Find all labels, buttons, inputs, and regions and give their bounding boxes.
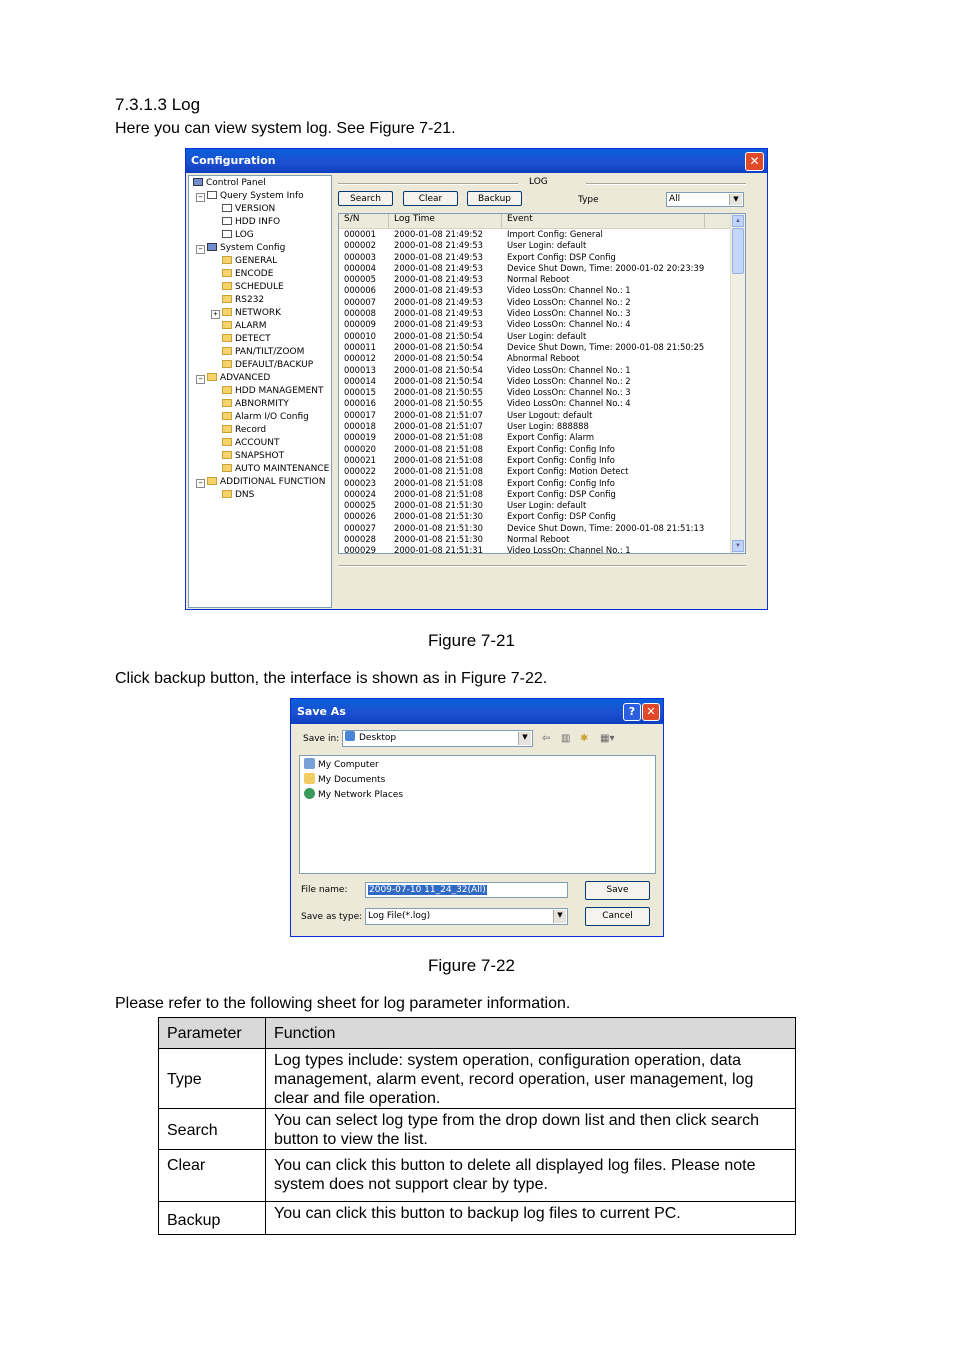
tree-item-label: DEFAULT/BACKUP xyxy=(235,360,314,370)
table-row[interactable] xyxy=(339,511,732,522)
tree-item[interactable] xyxy=(222,216,280,229)
table-header-row xyxy=(159,1018,796,1049)
desktop-icon xyxy=(345,731,355,741)
tree-item-label: LOG xyxy=(235,230,254,240)
log-sn: 000009 xyxy=(344,319,376,330)
tree-item[interactable] xyxy=(222,333,271,346)
table-row[interactable] xyxy=(339,353,732,364)
help-icon[interactable]: ? xyxy=(623,703,641,721)
log-time: 2000-01-08 21:51:08 xyxy=(394,477,483,488)
tree-item[interactable] xyxy=(222,294,264,307)
doc-icon xyxy=(222,204,232,212)
log-sn: 000022 xyxy=(344,466,376,477)
tree-item-label: ACCOUNT xyxy=(235,438,280,448)
tree-item-label: PAN/TILT/ZOOM xyxy=(235,347,305,357)
folder-icon xyxy=(222,295,232,303)
log-sn: 000010 xyxy=(344,330,376,341)
save-in-label: Save in: xyxy=(303,734,340,744)
table-row[interactable] xyxy=(339,285,732,296)
table-row[interactable] xyxy=(339,444,732,455)
log-time: 2000-01-08 21:49:53 xyxy=(394,274,483,285)
table-row[interactable] xyxy=(339,229,732,240)
folder-icon xyxy=(207,373,217,381)
tree-item[interactable] xyxy=(222,398,289,411)
scroll-up-icon[interactable]: ▲ xyxy=(732,215,744,227)
backup-button[interactable]: Backup xyxy=(467,191,522,206)
log-time: 2000-01-08 21:51:30 xyxy=(394,500,483,511)
back-arrow-icon[interactable]: ⇦ xyxy=(542,733,551,744)
log-time: 2000-01-08 21:50:54 xyxy=(394,341,483,352)
pc-icon xyxy=(193,178,203,186)
folder-icon xyxy=(222,256,232,264)
config-tree[interactable] xyxy=(188,175,332,608)
window-title: Configuration xyxy=(191,154,276,167)
tree-item[interactable] xyxy=(222,281,284,294)
scroll-thumb[interactable] xyxy=(732,228,744,274)
folder-icon xyxy=(222,269,232,277)
log-time: 2000-01-08 21:49:53 xyxy=(394,296,483,307)
table-row xyxy=(159,1109,796,1150)
param-name: Type xyxy=(159,1049,266,1109)
log-event: Device Shut Down, Time: 2000-01-08 21:51:13 xyxy=(507,522,705,533)
tree-item[interactable] xyxy=(207,242,285,255)
param-function: You can select log type from the drop down list and then click search button to view the list. xyxy=(266,1109,796,1150)
log-time: 2000-01-08 21:49:53 xyxy=(394,308,483,319)
log-event: Video LossOn: Channel No.: 3 xyxy=(507,308,631,319)
tree-item-label: ABNORMITY xyxy=(235,399,289,409)
pc-icon xyxy=(207,243,217,251)
tree-item[interactable] xyxy=(193,177,266,190)
log-sn: 000004 xyxy=(344,262,376,273)
log-sn: 000020 xyxy=(344,443,376,454)
log-time: 2000-01-08 21:51:08 xyxy=(394,466,483,477)
folder-icon xyxy=(207,477,217,485)
tree-item[interactable] xyxy=(222,463,329,476)
param-name: Clear xyxy=(159,1150,266,1202)
bottom-groove xyxy=(338,565,746,567)
log-event: Video LossOn: Channel No.: 2 xyxy=(507,375,631,386)
folder-icon xyxy=(222,425,232,433)
table-row[interactable] xyxy=(339,263,732,274)
tree-expander-icon[interactable]: + xyxy=(211,310,220,319)
log-time: 2000-01-08 21:51:08 xyxy=(394,488,483,499)
tree-item-label: DNS xyxy=(235,490,255,500)
list-item-label: My Documents xyxy=(318,775,386,785)
log-event: Export Config: Config Info xyxy=(507,454,615,465)
column-log-time[interactable]: Log Time xyxy=(389,214,502,228)
table-row[interactable] xyxy=(339,545,732,554)
tree-item-label: DETECT xyxy=(235,334,271,344)
table-row[interactable] xyxy=(339,342,732,353)
tree-expander-icon[interactable]: − xyxy=(196,193,205,202)
folder-icon xyxy=(222,321,232,329)
list-item[interactable] xyxy=(304,788,403,800)
log-time: 2000-01-08 21:49:53 xyxy=(394,240,483,251)
table-row[interactable] xyxy=(339,387,732,398)
tree-item[interactable] xyxy=(207,372,270,385)
log-event: Export Config: DSP Config xyxy=(507,488,616,499)
configuration-titlebar xyxy=(186,149,767,173)
tree-item-label: ADDITIONAL FUNCTION xyxy=(220,477,326,487)
log-sn: 000013 xyxy=(344,364,376,375)
tree-item[interactable] xyxy=(222,411,309,424)
log-event: Export Config: Config Info xyxy=(507,477,615,488)
folder-icon xyxy=(222,308,232,316)
scroll-down-icon[interactable]: ▼ xyxy=(732,540,744,552)
log-sn: 000028 xyxy=(344,534,376,545)
table-row xyxy=(159,1150,796,1202)
header-parameter: Parameter xyxy=(159,1018,266,1049)
folder-icon xyxy=(222,438,232,446)
log-time: 2000-01-08 21:49:53 xyxy=(394,262,483,273)
tree-item-label: VERSION xyxy=(235,204,276,214)
log-event: Device Shut Down, Time: 2000-01-02 20:23:39 xyxy=(507,262,705,273)
tree-expander-icon[interactable]: − xyxy=(196,375,205,384)
table-row[interactable] xyxy=(339,478,732,489)
tree-item-label: Query System Info xyxy=(220,191,304,201)
log-event: Video LossOn: Channel No.: 1 xyxy=(507,364,631,375)
folder-icon xyxy=(222,360,232,368)
save-as-titlebar xyxy=(291,699,663,724)
log-sn: 000019 xyxy=(344,432,376,443)
log-sn: 000007 xyxy=(344,296,376,307)
log-event: User Logout: default xyxy=(507,409,593,420)
log-sn: 000017 xyxy=(344,409,376,420)
log-event: Device Shut Down, Time: 2000-01-08 21:50:25 xyxy=(507,341,705,352)
tree-item-label: NETWORK xyxy=(235,308,282,318)
log-list-header xyxy=(339,214,732,229)
log-time: 2000-01-08 21:51:08 xyxy=(394,454,483,465)
table-row[interactable] xyxy=(339,398,732,409)
tree-item-label: ADVANCED xyxy=(220,373,271,383)
log-list-rows xyxy=(339,229,732,554)
search-button[interactable]: Search xyxy=(338,191,393,206)
log-time: 2000-01-08 21:51:08 xyxy=(394,432,483,443)
log-label: LOG xyxy=(529,177,548,187)
table-row[interactable] xyxy=(339,252,732,263)
type-select-value: All xyxy=(669,194,681,204)
log-sn: 000003 xyxy=(344,251,376,262)
tree-item-label: GENERAL xyxy=(235,256,278,266)
folder-icon xyxy=(222,490,232,498)
tree-item[interactable] xyxy=(222,450,284,463)
log-event: User Login: 888888 xyxy=(507,421,589,432)
chevron-down-icon[interactable]: ▼ xyxy=(518,732,531,745)
type-select[interactable] xyxy=(666,192,744,207)
log-sn: 000005 xyxy=(344,274,376,285)
log-event: Video LossOn: Channel No.: 1 xyxy=(507,285,631,296)
table-row[interactable] xyxy=(339,421,732,432)
tree-item[interactable] xyxy=(222,359,313,372)
parameter-table xyxy=(158,1017,796,1235)
table-row[interactable] xyxy=(339,365,732,376)
tree-expander-icon[interactable]: − xyxy=(196,479,205,488)
file-name-label: File name: xyxy=(301,885,348,895)
list-item-label: My Computer xyxy=(318,760,379,770)
log-time: 2000-01-08 21:49:52 xyxy=(394,229,483,239)
header-function: Function xyxy=(266,1018,796,1049)
log-sn: 000018 xyxy=(344,421,376,432)
log-event: Import Config: General xyxy=(507,229,603,239)
section-heading: 7.3.1.3 Log xyxy=(115,95,201,114)
tree-item-label: ALARM xyxy=(235,321,267,331)
tree-item[interactable] xyxy=(222,229,254,242)
table-row[interactable] xyxy=(339,466,732,477)
tree-item-label: SCHEDULE xyxy=(235,282,284,292)
table-row[interactable] xyxy=(339,489,732,500)
file-list[interactable] xyxy=(299,755,656,874)
table-row[interactable] xyxy=(339,240,732,251)
table-row[interactable] xyxy=(339,274,732,285)
configuration-window xyxy=(185,148,768,610)
log-sn: 000026 xyxy=(344,511,376,522)
computer-icon xyxy=(304,758,315,769)
type-label: Type xyxy=(578,195,599,205)
file-name-input[interactable] xyxy=(365,882,568,898)
column-event[interactable]: Event xyxy=(502,214,705,228)
table-row[interactable] xyxy=(339,376,732,387)
folder-icon xyxy=(222,412,232,420)
log-groove-right xyxy=(586,183,746,185)
log-event: Normal Reboot xyxy=(507,534,570,545)
tree-item-label: System Config xyxy=(220,243,286,253)
list-item-label: My Network Places xyxy=(318,790,404,800)
table-row[interactable] xyxy=(339,455,732,466)
log-sn: 000015 xyxy=(344,387,376,398)
chevron-down-icon[interactable]: ▼ xyxy=(729,194,742,205)
tree-item[interactable] xyxy=(222,424,266,437)
log-event: User Login: default xyxy=(507,330,587,341)
tree-item-label: AUTO MAINTENANCE xyxy=(235,464,330,474)
log-sn: 000023 xyxy=(344,477,376,488)
table-row xyxy=(159,1049,796,1109)
log-event: Video LossOn: Channel No.: 4 xyxy=(507,319,631,330)
param-function: Log types include: system operation, configuration operation, data management, alarm event, record operation, user management, log clear and file operation. xyxy=(266,1049,796,1109)
tree-item-label: HDD MANAGEMENT xyxy=(235,386,324,396)
save-type-select[interactable] xyxy=(365,908,568,925)
doc-icon xyxy=(222,230,232,238)
table-row[interactable] xyxy=(339,534,732,545)
chevron-down-icon[interactable]: ▼ xyxy=(553,910,566,923)
log-time: 2000-01-08 21:50:55 xyxy=(394,398,483,409)
folder-icon xyxy=(222,282,232,290)
log-sn: 000006 xyxy=(344,285,376,296)
log-time: 2000-01-08 21:50:54 xyxy=(394,375,483,386)
up-folder-icon[interactable]: ▥ xyxy=(561,733,571,744)
new-folder-icon[interactable]: ✱ xyxy=(580,733,589,744)
log-sn: 000011 xyxy=(344,341,376,352)
tree-item-label: SNAPSHOT xyxy=(235,451,285,461)
tree-item-label: RS232 xyxy=(235,295,265,305)
log-panel xyxy=(336,175,766,608)
log-event: Video LossOn: Channel No.: 1 xyxy=(507,545,631,554)
log-event: Video LossOn: Channel No.: 4 xyxy=(507,398,631,409)
save-in-value: Desktop xyxy=(359,733,397,743)
log-list-scrollbar[interactable] xyxy=(730,214,745,553)
param-function: You can click this button to backup log files to current PC. xyxy=(266,1202,796,1235)
section-intro: Here you can view system log. See Figure 7-21. xyxy=(115,120,456,137)
tree-item[interactable] xyxy=(222,437,279,450)
table-row[interactable] xyxy=(339,523,732,534)
save-as-dialog xyxy=(290,698,664,937)
tree-item[interactable] xyxy=(207,190,304,203)
tree-item[interactable] xyxy=(222,346,304,359)
tree-item-label: Alarm I/O Config xyxy=(235,412,309,422)
log-time: 2000-01-08 21:51:08 xyxy=(394,443,483,454)
log-time: 2000-01-08 21:50:54 xyxy=(394,364,483,375)
log-sn: 000012 xyxy=(344,353,376,364)
figure-caption-2: Figure 7-22 xyxy=(428,956,515,975)
log-time: 2000-01-08 21:50:54 xyxy=(394,353,483,364)
list-item[interactable] xyxy=(304,773,385,785)
log-time: 2000-01-08 21:50:54 xyxy=(394,330,483,341)
cancel-button[interactable]: Cancel xyxy=(585,907,650,926)
log-event: User Login: default xyxy=(507,240,587,251)
list-item[interactable] xyxy=(304,758,379,770)
tree-item[interactable] xyxy=(222,307,281,320)
figure-caption-1: Figure 7-21 xyxy=(428,631,515,650)
dialog-title: Save As xyxy=(297,705,346,718)
log-time: 2000-01-08 21:49:53 xyxy=(394,285,483,296)
log-time: 2000-01-08 21:51:07 xyxy=(394,409,483,420)
log-event: Export Config: Alarm xyxy=(507,432,595,443)
table-row[interactable] xyxy=(339,500,732,511)
log-sn: 000016 xyxy=(344,398,376,409)
log-event: Export Config: Motion Detect xyxy=(507,466,629,477)
table-row[interactable] xyxy=(339,432,732,443)
log-sn: 000024 xyxy=(344,488,376,499)
tree-item-label: Control Panel xyxy=(206,178,266,188)
param-name: Backup xyxy=(159,1202,266,1235)
documents-folder-icon xyxy=(304,773,315,784)
backup-intro: Click backup button, the interface is shown as in Figure 7-22. xyxy=(115,670,548,687)
tree-item-label: ENCODE xyxy=(235,269,274,279)
log-sn: 000025 xyxy=(344,500,376,511)
doc-icon xyxy=(222,217,232,225)
tree-item-label: Record xyxy=(235,425,267,435)
clear-button[interactable]: Clear xyxy=(403,191,458,206)
view-menu-icon[interactable]: ▦▾ xyxy=(600,733,615,744)
table-row xyxy=(159,1202,796,1235)
log-time: 2000-01-08 21:51:31 xyxy=(394,545,483,554)
tree-item[interactable] xyxy=(222,255,277,268)
log-sn: 000029 xyxy=(344,545,376,554)
param-name: Search xyxy=(159,1109,266,1150)
log-sn: 000027 xyxy=(344,522,376,533)
log-time: 2000-01-08 21:51:30 xyxy=(394,522,483,533)
close-icon[interactable]: ✕ xyxy=(745,152,764,171)
table-row[interactable] xyxy=(339,297,732,308)
tree-expander-icon[interactable]: − xyxy=(196,245,205,254)
save-type-value: Log File(*.log) xyxy=(368,911,431,921)
tree-item[interactable] xyxy=(207,476,325,489)
file-name-value: 2009-07-10 11_24_32(All) xyxy=(369,885,486,895)
log-event: Abnormal Reboot xyxy=(507,353,580,364)
column-sn[interactable]: S/N xyxy=(339,214,389,228)
folder-icon xyxy=(222,451,232,459)
log-list[interactable] xyxy=(338,213,746,554)
table-row[interactable] xyxy=(339,331,732,342)
log-time: 2000-01-08 21:51:07 xyxy=(394,421,483,432)
save-button[interactable]: Save xyxy=(585,881,650,900)
log-time: 2000-01-08 21:51:30 xyxy=(394,534,483,545)
table-intro: Please refer to the following sheet for log parameter information. xyxy=(115,995,571,1012)
log-sn: 000002 xyxy=(344,240,376,251)
tree-item[interactable] xyxy=(222,320,267,333)
save-in-select[interactable] xyxy=(342,730,533,747)
close-icon[interactable]: ✕ xyxy=(642,703,660,721)
tree-item[interactable] xyxy=(222,203,275,216)
log-event: Video LossOn: Channel No.: 3 xyxy=(507,387,631,398)
log-event: Export Config: DSP Config xyxy=(507,511,616,522)
log-time: 2000-01-08 21:49:53 xyxy=(394,319,483,330)
log-groove-left xyxy=(338,183,518,185)
param-function: You can click this button to delete all displayed log files. Please note system does not support clear by type. xyxy=(266,1150,796,1202)
log-time: 2000-01-08 21:51:30 xyxy=(394,511,483,522)
folder-icon xyxy=(222,386,232,394)
log-sn: 000014 xyxy=(344,375,376,386)
table-row[interactable] xyxy=(339,308,732,319)
log-event: Export Config: DSP Config xyxy=(507,251,616,262)
folder-icon xyxy=(222,399,232,407)
doc-icon xyxy=(207,191,217,199)
log-sn: 000021 xyxy=(344,454,376,465)
log-event: Normal Reboot xyxy=(507,274,570,285)
log-event: Video LossOn: Channel No.: 2 xyxy=(507,296,631,307)
log-time: 2000-01-08 21:49:53 xyxy=(394,251,483,262)
tree-item[interactable] xyxy=(222,489,254,502)
log-sn: 000001 xyxy=(344,229,376,239)
network-places-icon xyxy=(304,788,315,799)
folder-icon xyxy=(222,334,232,342)
log-event: User Login: default xyxy=(507,500,587,511)
folder-icon xyxy=(222,464,232,472)
table-row[interactable] xyxy=(339,410,732,421)
folder-icon xyxy=(222,347,232,355)
tree-item-label: HDD INFO xyxy=(235,217,281,227)
save-type-label: Save as type: xyxy=(301,912,363,922)
log-time: 2000-01-08 21:50:55 xyxy=(394,387,483,398)
tree-item[interactable] xyxy=(222,268,273,281)
log-event: Export Config: Config Info xyxy=(507,443,615,454)
log-sn: 000008 xyxy=(344,308,376,319)
table-row[interactable] xyxy=(339,319,732,330)
tree-item[interactable] xyxy=(222,385,323,398)
